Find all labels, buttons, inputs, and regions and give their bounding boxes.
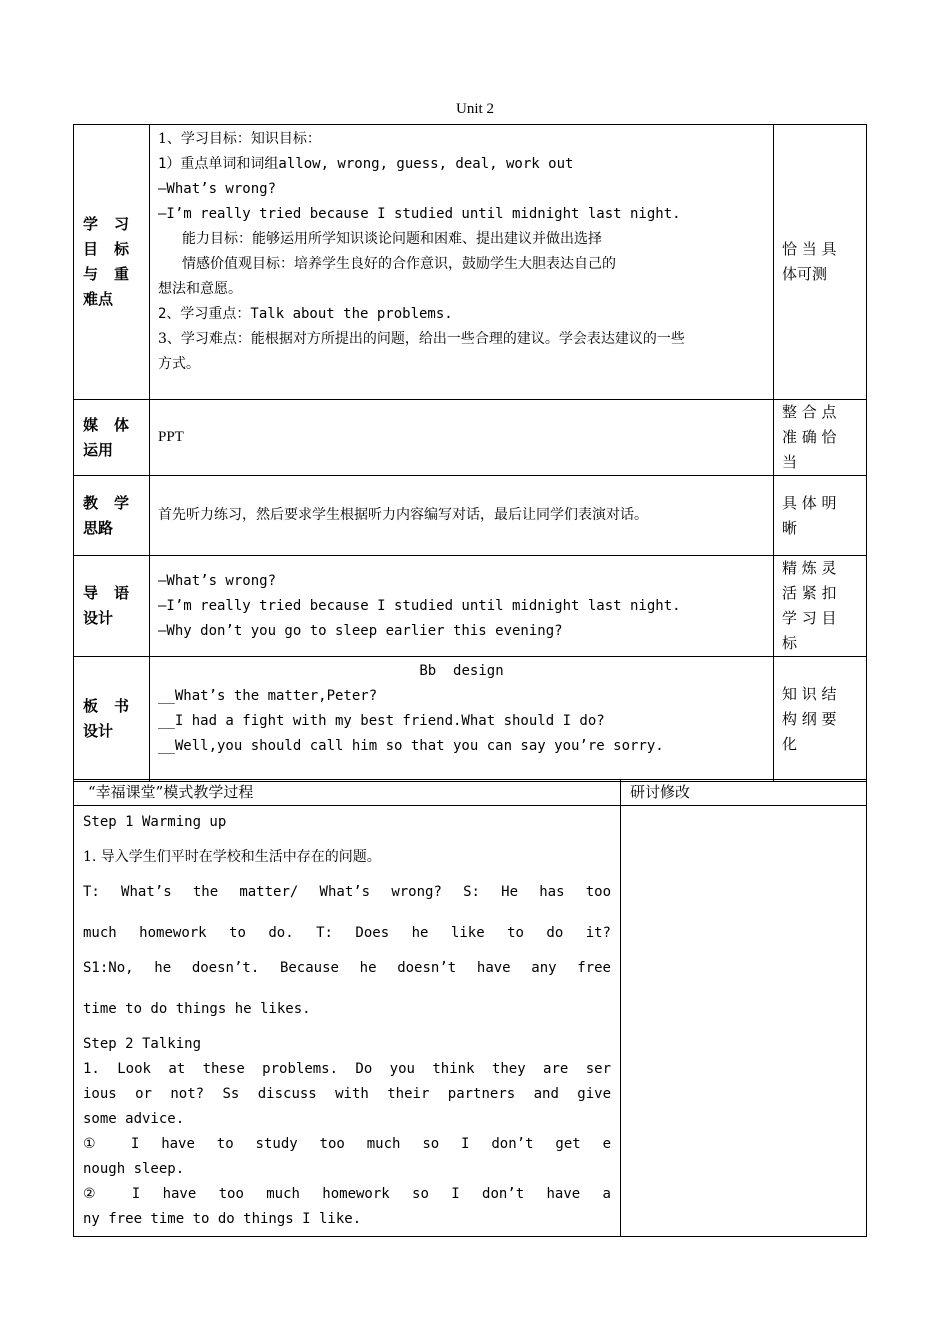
- remark-line: 具 体 明: [782, 493, 837, 512]
- process-header-row: [74, 780, 867, 806]
- board-line: __I had a fight with my best friend.What should I do?: [158, 713, 605, 729]
- objective-line: 方式。: [158, 356, 200, 372]
- label-line: 板 书: [83, 697, 129, 715]
- objective-line: 1、学习目标：知识目标：: [158, 131, 321, 147]
- lead-in-line: —Why don’t you go to sleep earlier this evening?: [158, 622, 563, 639]
- remark-line: 恰 当 具: [782, 240, 837, 258]
- step1-dialog-line: S1:No, he doesn’t. Because he doesn’t have any free: [83, 960, 611, 976]
- board-row: [74, 657, 867, 782]
- media-content: [150, 400, 774, 476]
- media-remark: [774, 400, 867, 476]
- lesson-plan-table: [73, 124, 867, 782]
- media-text: PPT: [158, 429, 184, 445]
- remark-line: 整 合 点: [782, 403, 837, 421]
- remark-line: 体可测: [782, 265, 828, 283]
- step2-line: ious or not? Ss discuss with their partners and give: [83, 1086, 611, 1102]
- process-content: [74, 806, 621, 1237]
- label-line: 思路: [83, 518, 114, 537]
- label-line: 运用: [83, 440, 114, 459]
- board-remark: [774, 657, 867, 782]
- step2-line: ny free time to do things I like.: [83, 1211, 362, 1227]
- lead-in-line: —What’s wrong?: [158, 572, 277, 589]
- step1-dialog-line: T: What’s the matter/ What’s wrong? S: He has too: [83, 884, 611, 900]
- objectives-row: [74, 125, 867, 400]
- remark-line: 准 确 恰: [782, 428, 837, 446]
- process-header: “幸福课堂”模式教学过程: [74, 780, 621, 806]
- step2-line: nough sleep.: [83, 1161, 185, 1177]
- lead-in-line: —I’m really tried because I studied until midnight last night.: [158, 597, 681, 614]
- objective-line: 情感价值观目标：培养学生良好的合作意识，鼓励学生大胆表达自己的: [182, 256, 616, 272]
- lead-in-remark: [774, 556, 867, 657]
- remark-line: 学 习 目: [782, 609, 837, 627]
- step1-title: Step 1 Warming up: [83, 814, 227, 830]
- objective-line: 能力目标：能够运用所学知识谈论问题和困难、提出建议并做出选择: [182, 231, 602, 247]
- label-line: 与 重: [83, 265, 129, 283]
- objective-line: 3、学习难点：能根据对方所提出的问题，给出一些合理的建议。学会表达建议的一些: [158, 331, 685, 347]
- step2-line: some advice.: [83, 1111, 185, 1127]
- board-line: __Well,you should call him so that you can say you’re sorry.: [158, 738, 664, 754]
- label-line: 设计: [83, 722, 114, 740]
- step2-line: ① I have to study too much so I don’t get e: [83, 1136, 611, 1152]
- label-line: 教 学: [83, 493, 129, 512]
- lead-in-content: [150, 556, 774, 657]
- label-line: 媒 体: [83, 415, 129, 434]
- process-table: [73, 779, 867, 1237]
- lead-in-row: [74, 556, 867, 657]
- board-line: __What’s the matter,Peter?: [158, 688, 378, 704]
- objectives-content: [150, 125, 774, 400]
- revision-header: 研讨修改: [621, 780, 867, 806]
- objective-line: 2、学习重点：Talk about the problems.: [158, 306, 453, 322]
- teaching-idea-remark: [774, 476, 867, 556]
- remark-line: 晰: [782, 518, 798, 537]
- revision-content: [621, 806, 867, 1237]
- objective-line: —I’m really tried because I studied until midnight last night.: [158, 206, 681, 222]
- label-line: 难点: [83, 290, 114, 308]
- step1-dialog-line: much homework to do. T: Does he like to do it?: [83, 925, 611, 941]
- media-row: [74, 400, 867, 476]
- objectives-remark: [774, 125, 867, 400]
- label-line: 学 习: [83, 215, 129, 233]
- remark-line: 标: [782, 634, 798, 652]
- process-body-row: [74, 806, 867, 1237]
- step1-item: 1. 导入学生们平时在学校和生活中存在的问题。: [83, 849, 381, 865]
- media-label: [74, 400, 150, 476]
- step2-title: Step 2 Talking: [83, 1036, 202, 1052]
- remark-line: 知 识 结: [782, 684, 837, 703]
- teaching-idea-row: [74, 476, 867, 556]
- board-content: [150, 657, 774, 782]
- step2-line: 1. Look at these problems. Do you think they are ser: [83, 1061, 611, 1077]
- remark-line: 当: [782, 453, 798, 471]
- page-title: Unit 2: [456, 101, 494, 117]
- objective-line: 想法和意愿。: [158, 281, 242, 297]
- teaching-idea-label: [74, 476, 150, 556]
- board-label: [74, 657, 150, 782]
- remark-line: 精 炼 灵: [782, 559, 837, 577]
- label-line: 设计: [83, 609, 114, 627]
- label-line: 导 语: [83, 584, 129, 602]
- remark-line: 化: [782, 734, 798, 753]
- remark-line: 构 纲 要: [782, 709, 837, 728]
- objective-line: 1）重点单词和词组allow, wrong, guess, deal, work out: [158, 156, 574, 172]
- teaching-idea-text: 首先听力练习，然后要求学生根据听力内容编写对话，最后让同学们表演对话。: [158, 507, 648, 523]
- label-line: 目 标: [83, 240, 129, 258]
- objectives-label: [74, 125, 150, 400]
- objective-line: —What’s wrong?: [158, 181, 277, 197]
- step1-dialog-line: time to do things he likes.: [83, 1001, 311, 1017]
- lead-in-label: [74, 556, 150, 657]
- teaching-idea-content: [150, 476, 774, 556]
- board-heading: Bb design: [419, 663, 504, 679]
- remark-line: 活 紧 扣: [782, 584, 837, 602]
- step2-line: ② I have too much homework so I don’t have a: [83, 1186, 611, 1202]
